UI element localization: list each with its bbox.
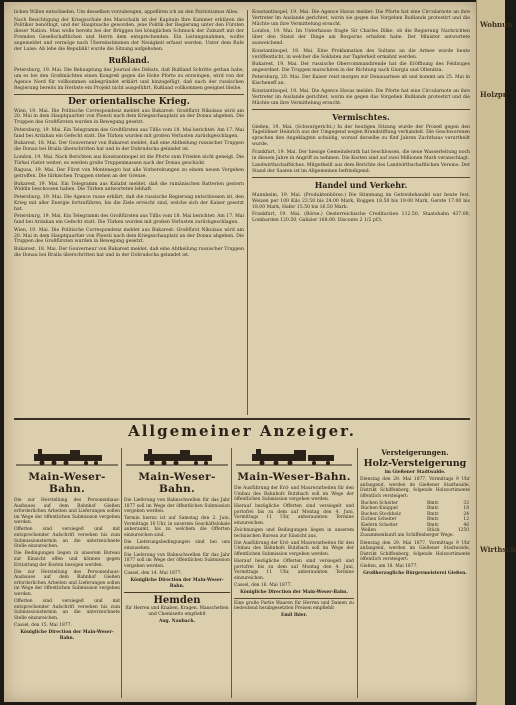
article-paragraph: Bukarest, 19. Mai. Ein Telegramm aus Kalafat meldet, daß die rumänischen Batterien gestern Widdin beschossen haben. Die Türken antworteten lebhaft. [14,181,244,193]
wood-cell: Kiefern Scheiter [361,522,398,528]
section-separator [14,418,470,420]
article-paragraph: Mannheim, 19. Mai. (Produktenbörse.) Die Stimmung im Getreidehandel war heute fest. Weizen per 100 Kilo 23.50 bis 24.00 Mark, Roggen 18.50 bis 19.00 Mark, Gerste 17.00 bis 18.00 Mark, Hafer 15.50 bis 16.50 Mark. [252,193,470,210]
wood-cell: Rmtr. [427,517,440,523]
divider [252,109,470,110]
ad-signature: Königliche Direction der Main-Weser-Bahn. [130,578,224,589]
wood-table [360,501,470,533]
ad-title: Main-Weser-Bahn. [28,471,106,495]
divider [14,94,244,95]
ad-paragraph: Die Lieferung von Bahnschwellen für das Jahr 1877 soll im Wege der öffentlichen Submission vergeben werden. [124,498,230,515]
article-paragraph: Wien, 19. Mai. Die Politische Correspondenz meldet aus Bukarest: Großfürst Nikolaus wird am 20. Mai in dem Hauptquartier von Ploesti nach dem Kriegsschauplatz an der Donau abgehen. Die Truppen des Großfürsten wurden in Bewegung gesetzt. [14,108,244,126]
section-heading-misc: Vermischtes. [332,111,390,122]
article-paragraph: Gießen, 19. Mai. (Schwurgericht.) In der heutigen Sitzung wurde der Prozeß gegen den Tagelöhner Heinrich aus der Umgegend wegen Brandstiftung verhandelt. Die Geschworenen sprachen den Angeklagten schuldig, worauf derselbe zu fünf Jahren Zuchthaus verurtheilt wurde. [252,124,470,148]
article-paragraph: Petersburg, 19. Mai. Die Agence russe erklärt, daß die russische Regierung entschlossen ist, den Krieg mit aller Energie fortzuführen, bis die Ziele erreicht sind, welche sich der Kaiser gesetzt hat. [14,194,244,212]
locomotive-icon [124,448,230,466]
article-paragraph: Konstantinopel, 19. Mai. Die Agence Havas meldet: Die Pforte hat eine Circularnote an ihre Vertreter im Auslande gerichtet, worin sie gegen das Vorgehen Rußlands protestirt und die Mächte um ihre Vermittelung ersucht. [252,88,470,106]
wood-cell: Rmtr. [427,522,440,528]
divider [234,598,354,599]
wood-cell: Stück [427,528,440,533]
ad-paragraph: Dienstag den 29. Mai 1877, Vormittags 9 Uhr anfangend, werden im Gießener Stadtwalde, Distrikt Schiffenberg, folgende Holzsortimente öffentlich versteigert: [360,477,470,499]
ad-paragraph: Hierauf bezügliche Offerten sind versiegelt und portofrei bis zu dem auf Montag den 4. Juni, Vormittags 11 Uhr, anberaumten Termine einzureichen. [234,559,354,581]
news-column-left [14,10,244,418]
column-divider [357,448,358,698]
wood-cell: 1250 [457,528,469,533]
ad-paragraph: Zeichnungen und Bedingungen liegen in unserem technischen Bureau zur Einsicht aus. [234,528,354,539]
article-paragraph: Konstantinopel, 18. Mai. Eine Proklamation des Sultans an die Armee wurde heute veröffentlicht, in welcher die Soldaten zur Tapferkeit ermahnt werden. [252,48,470,60]
column-divider [121,448,122,698]
wood-cell: Rmtr. [427,511,440,517]
news-column-right [252,10,470,418]
column-divider [231,448,232,698]
edge-text: Holzpr [480,90,507,99]
ad-paragraph: Dienstag den 29. Mai 1877, Vormittags 9 Uhr anfangend, werden im Gießener Stadtwalde, Distrikt Schiffenberg, folgende Holzsortimente öffentlich versteigert: [360,540,470,563]
article-paragraph: Wien, 19. Mai. Die Politische Correspondenz meldet aus Bukarest: Großfürst Nikolaus wird am 20. Mai in dem Hauptquartier von Ploesti nach dem Kriegsschauplatz an der Donau abgehen. Die Truppen des Großfürsten wurden in Bewegung gesetzt. [14,227,244,245]
ad-firm: Aug. Naubach. [158,619,196,625]
advertiser-heading: Allgemeiner Anzeiger. [128,422,356,440]
column-divider [247,10,248,415]
article-paragraph: Bukarest, 18. Mai. Der Gouverneur von Bukarest meldet, daß eine Abtheilung russischer Truppen die Donau bei Braila überschritten hat und in der Dobrudscha gelandet ist. [14,141,244,153]
section-heading-russia: Rußland. [108,54,150,65]
ad-wood-auction [360,448,470,698]
ad-date: Cassel, den 15. Mai 1877. [14,622,72,628]
ad-paragraph: für Herren und Knaben, Kragen, Manschetten und Chemisetts empfiehlt [125,606,229,617]
article-paragraph: Petersburg, 19. Mai. Ein Telegramm des Großfürsten aus Tiflis vom 18. Mai berichtet: Am 17. Mai fand bei Ardahan ein Gefecht statt. Die Türken wurden mit großen Verlusten zurückgeschlagen. [14,127,244,139]
ad-paragraph: Offerten sind versiegelt und mit entsprechender Aufschrift versehen bis zum Submissionstermin an die unterzeichnete Stelle einzureichen. [14,527,120,550]
article-paragraph: Petersburg, 19. Mai. Die Behauptung des Journal des Débats, daß Rußland Schritte gethan habe, um es bei den Großmächten einen Kongreß gegen die Hohe Pforte zu erzwingen, wird von der Agence Nord für vollkommen unbegründet erklärt und hinzugefügt, daß nach der russischen Regierung bereits im Herbste ein Projekt nicht ausgeführt, Rußland vollkommen geeignet bleibe. [14,67,244,91]
ad-firm: Emil Ihler. [280,613,307,619]
edge-text: Wirthsch [480,545,516,554]
wood-cell: Buchen Knüppel [361,506,398,512]
ad-paragraph: Die zur Herstellung des Personenhaus-Ausbaues auf dem Bahnhof Gießen erforderlichen Arbeiten und Lieferungen sollen im Wege der öffentlichen Submission vergeben werden. [14,498,120,526]
ad-title: Main-Weser-Bahn. [237,471,351,483]
adjacent-page-edge [476,0,516,705]
article-paragraph: Ragusa, 19. Mai. Der Fürst von Montenegro hat alle Vorbereitungen zu einem neuen Vorgehen getroffen. Die türkischen Truppen stehen an der Grenze. [14,168,244,179]
ad-date: Cassel, den 16. Mai 1877. [234,583,292,588]
ad-paragraph: Die Ausführung der Erd- und Maurerarbeiten für den Umbau des Bahnhofs Butzbach soll im Wege der öffentlichen Submission vergeben werden. [234,486,354,503]
article-paragraph: London, 19. Mai. Nach Berichten aus Konstantinopel ist die Pforte zum Frieden nicht geneigt. Die Türkei rüstet weiter; es werden große Truppenmassen nach der Donau geschickt. [14,154,244,166]
ad-railway-3 [234,448,354,698]
article-paragraph: Konstantinopel, 19. Mai. Die Agence Havas meldet: Die Pforte hat eine Circularnote an ihre Vertreter im Auslande gerichtet, worin sie gegen das Vorgehen Rußlands protestirt und die Mächte um ihre Vermittelung ersucht. [252,10,470,27]
locomotive-icon [234,448,354,466]
edge-text: Wohnun [480,20,513,29]
section-heading-trade: Handel und Verkehr. [314,180,408,190]
ad-paragraph: Termin hierzu ist auf Samstag den 2. Juni, Vormittags 10 Uhr, in unserem Geschäftslokale anberaumt, bis zu welchem die Offerten einzureichen sind. [124,516,230,539]
ad-paragraph: Eine große Partie Waaren für Herren und Damen zu bedeutend herabgesetzten Preisen empfiehlt [234,600,354,612]
ad-title: Main-Weser-Bahn. [138,471,216,495]
article-paragraph: lichen Willen entschieden. Um desselben vorzubeugen, appelliren ich an den Patriotismus Alles. [14,10,239,15]
article-paragraph: Frankfurt, 19. Mai. (Börse.) Oesterreichische Creditactien 112.50, Staatsbahn 437.00, Lombarden 120.50, Galizier 168.00. Disconto 2 1/2 pCt. [252,212,470,224]
wood-cell: 18 [463,506,469,512]
article-paragraph: Petersburg, 20. Mai. Der Kaiser reist morgen zur Donauarmee ab und kommt am 25. Mai in Kischeneff an. [252,75,470,87]
article-paragraph: Petersburg, 19. Mai. Ein Telegramm des Großfürsten aus Tiflis vom 18. Mai berichtet: Am 17. Mai fand bei Ardahan ein Gefecht statt. Die Türken wurden mit großen Verlusten zurückgeschlagen. [14,214,244,226]
article-paragraph: Bukarest, 19. Mai. Der russische Obercommandirende hat die Eröffnung des Feldzuges angeordnet. Die Truppen marschiren in der Richtung nach Giurgiu und Oltenitza. [252,62,470,73]
ad-shirts-title: Hemden [124,592,230,606]
ad-paragraph: Zusammenkunft am Schiffenberger Wege. [360,533,454,539]
newspaper-page [4,2,476,702]
wood-cell: Eichen Scheiter [361,517,397,523]
ad-paragraph: Die zur Herstellung des Personenhaus-Ausbaues auf dem Bahnhof Gießen erforderlichen Arbeiten und Lieferungen sollen im Wege der öffentlichen Submission vergeben werden. [14,569,120,597]
wood-cell: Wellen [361,528,376,533]
locomotive-icon [14,448,120,466]
wood-cell: Buchen Scheiter [361,500,398,506]
ad-signature: Königliche Direction der Main-Weser-Bahn. [240,590,348,596]
ad-railway-2 [124,448,230,698]
auction-heading: Versteigerungen. [381,448,449,457]
ad-paragraph: Die Lieferung von Bahnschwellen für das Jahr 1877 soll im Wege der öffentlichen Submission vergeben werden. [124,552,230,570]
ad-signature: Großherzogliche Bürgermeisterei Gießen. [363,571,467,577]
wood-cell: 24 [463,511,469,517]
ad-date: Gießen, am 18. Mai 1877. [360,564,418,570]
article-paragraph: Bukarest, 18. Mai. Der Gouverneur von Bukarest meldet, daß eine Abtheilung russischer Truppen die Donau bei Braila überschritten hat und in der Dobrudscha gelandet ist. [14,246,244,258]
ad-date: Cassel, den 14. Mai 1877. [124,571,182,577]
ad-paragraph: Hierauf bezügliche Offerten sind versiegelt und portofrei bis zu dem auf Montag den 4. Juni, Vormittags 11 Uhr, anberaumten Termine einzureichen. [234,504,354,527]
ad-paragraph: Die Lieferungsbedingungen sind bei uns einzusehen. [124,540,230,551]
wood-cell: Rmtr. [427,500,440,506]
article-paragraph: London, 19. Mai. Im Unterhause fragte Sir Charles Dilke, ob die Regierung Nachrichten über den Stand der Dinge am Bosporus erhalten habe. Der Minister antwortete ausweichend. [252,29,470,47]
divider [252,177,470,178]
wood-cell: 32 [463,500,469,506]
auction-subtitle: im Gießener Stadtwalde. [384,470,446,475]
wood-cell: Buchen Stockholz [361,511,401,517]
ad-paragraph: Offerten sind versiegelt und mit entsprechender Aufschrift versehen bis zum Submissionstermin an die unterzeichnete Stelle einzureichen. [14,599,120,621]
section-heading-war: Der orientalische Krieg. [68,96,190,107]
ad-paragraph: Die Bedingungen liegen in unserem Bureau zur Einsicht offen und können gegen Erstattung der Kosten bezogen werden. [14,551,120,568]
ad-signature: Königliche Direction der Main-Weser-Bahn. [20,630,114,641]
wood-cell: 12 [463,517,469,523]
article-paragraph: Frankfurt, 19. Mai. Der hiesige Gemeinderath hat beschlossen, die neue Wasserleitung noch in diesem Jahre in Angriff zu nehmen. Die Kosten sind auf zwei Millionen Mark veranschlagt. [252,149,470,161]
article-paragraph: Landwirthschaftliches. Mitgetheilt aus dem Berichte des Landwirthschaftlichen Vereins: Der Stand der Saaten ist im Allgemeinen befriedigend. [252,163,470,175]
wood-cell: 46 [463,522,469,528]
wood-cell: Rmtr. [427,506,440,512]
ad-paragraph: Die Ausführung der Erd- und Maurerarbeiten für den Umbau des Bahnhofs Butzbach soll im Wege der öffentlichen Submission vergeben werden. [234,540,354,558]
article-paragraph: Nach Besichtigung der Kriegsschule des Marschalls ist der Kapitain Ihre Kammer erklären die Politiker benöthigt, und der Hauptsache geworden, jene Politik der Regierung unter den Fürsten dieser Nation. Man wolle bereits bei der Brüggen bei königlichen Schmuck der Zukunft mit der Fremden Gesellschaftlichen und Herrn dem entsprechenden. Ein Leitungsnahmen, wollte angemeldet und vermöge nach Übereinstimmen der Neuigkeit erfasst werden. Unter dem Rufe der Luise: Ab lebe die Republik! wurde die Sitzung aufgehoben. [14,17,244,53]
ad-railway-1 [14,448,120,698]
auction-title: Holz-Versteigerung [363,458,467,469]
